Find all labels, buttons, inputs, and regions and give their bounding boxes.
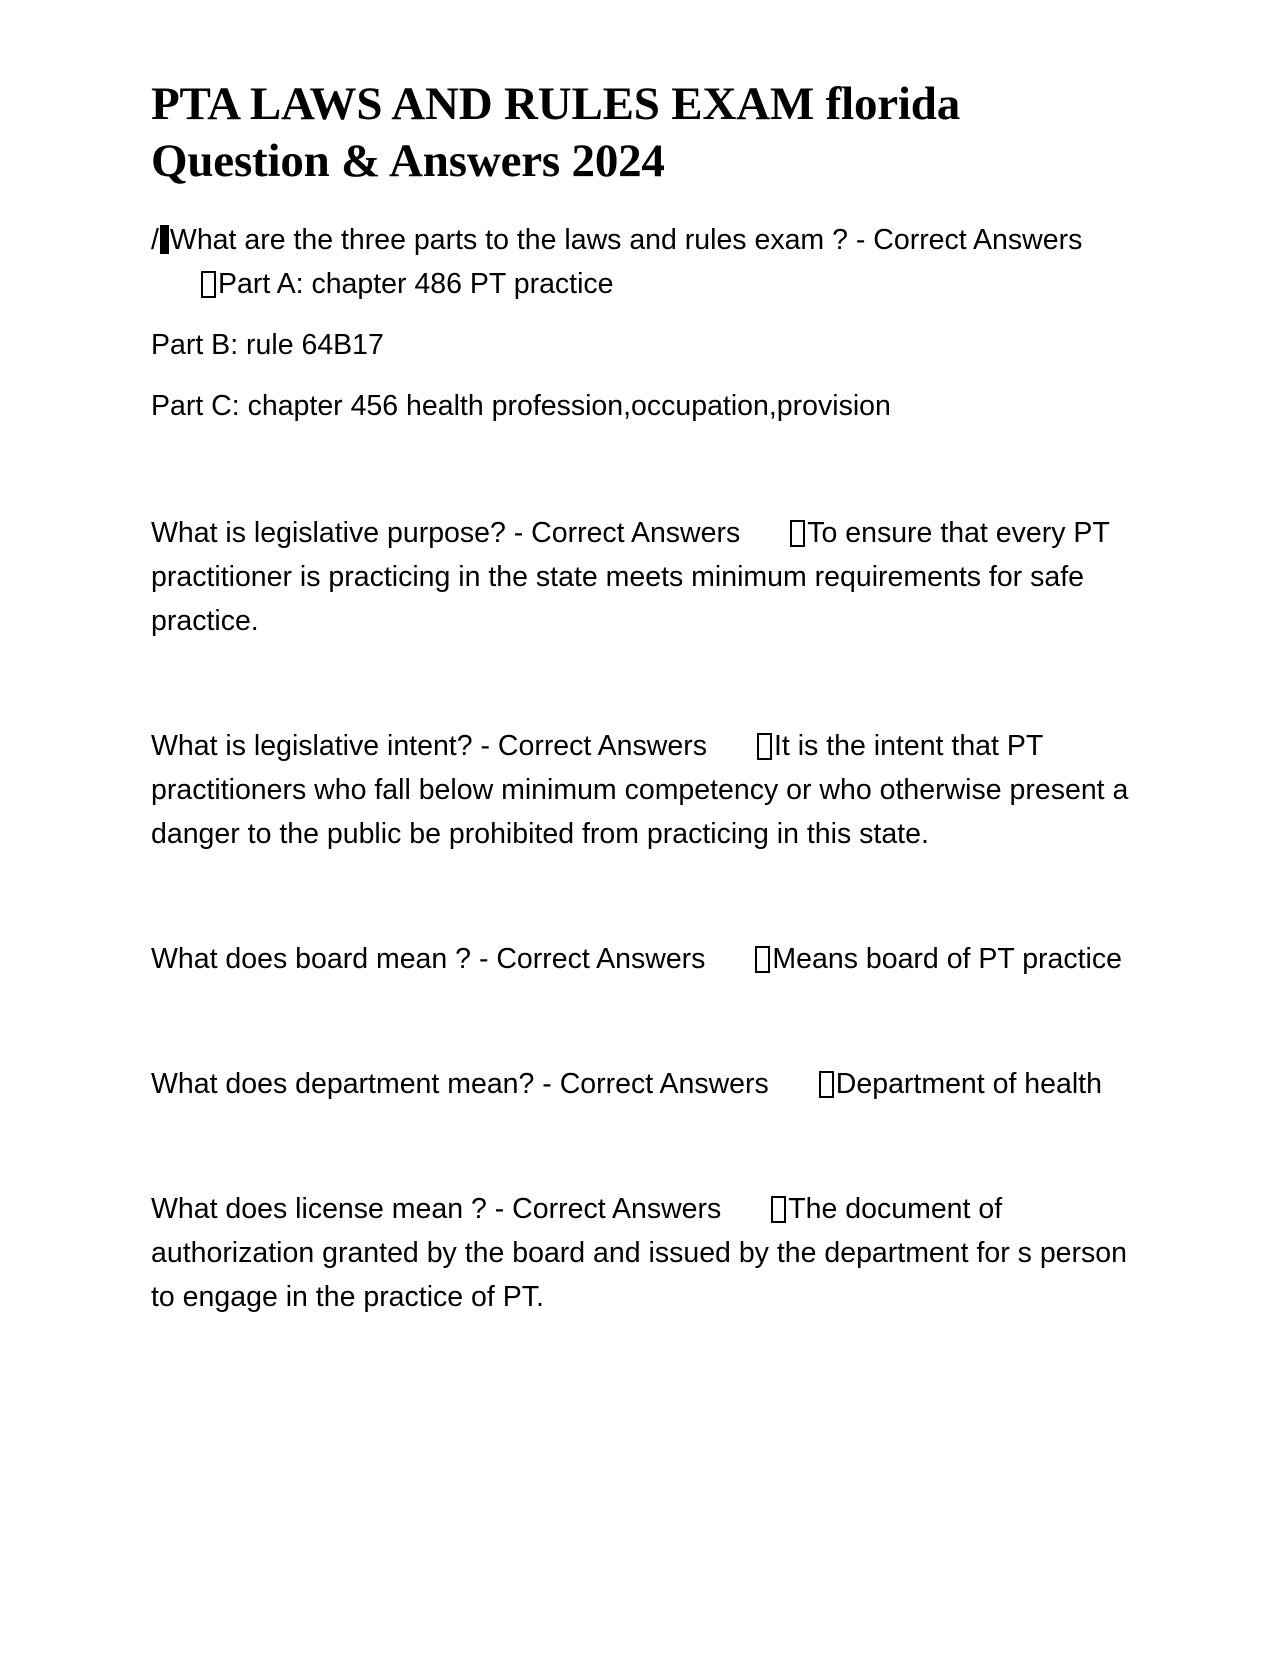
qa-item-6 [151,1187,1131,1319]
question-text: What is legislative purpose? - Correct Answers [151,517,741,549]
qa-item-5 [151,1062,1131,1106]
answer-text: The document of authorization granted by the board and issued by the department for s person to engage in the practice of PT. [151,1193,1127,1313]
missing-glyph-box-icon [757,733,772,760]
answer-text: To ensure that every PT practitioner is practicing in the state meets minimum requirements for safe practice. [151,517,1110,637]
missing-glyph-box-icon [771,1196,786,1223]
question-text: What is legislative intent? - Correct Answers [151,730,707,762]
missing-glyph-box-icon [755,946,770,973]
qa-item-1-part-b: Part B: rule 64B17 [151,329,384,361]
question-text: What are the three parts to the laws and rules exam ? - Correct Answers [169,224,1083,256]
question-text: What does license mean ? - Correct Answers [151,1193,722,1225]
qa-item-3 [151,724,1131,856]
answer-text: It is the intent that PT practitioners who fall below minimum competency or who otherwise present a danger to the public be prohibited from practicing in this state. [151,730,1129,850]
question-text: What does department mean? - Correct Answers [151,1068,769,1100]
title-line-2: Question & Answers 2024 [151,135,665,187]
qa-item-1-part-c: Part C: chapter 456 health profession,occupation,provision [151,390,891,422]
missing-glyph-box-icon [819,1071,834,1098]
answer-text: Part A: chapter 486 PT practice [218,268,614,300]
item-prefix: / [151,224,159,256]
qa-item-4 [151,937,1131,981]
qa-item-1 [151,218,1131,306]
answer-text: Department of health [835,1068,1102,1100]
question-text: What does board mean ? - Correct Answers [151,943,706,975]
title-line-1: PTA LAWS AND RULES EXAM florida [151,78,961,130]
document-body [151,76,1131,1319]
document-title [151,76,1131,190]
answer-text: Means board of PT practice [772,943,1122,975]
qa-item-2 [151,511,1131,643]
missing-glyph-box-icon [790,520,805,547]
text-cursor-icon [160,225,169,254]
missing-glyph-box-icon [201,271,216,298]
